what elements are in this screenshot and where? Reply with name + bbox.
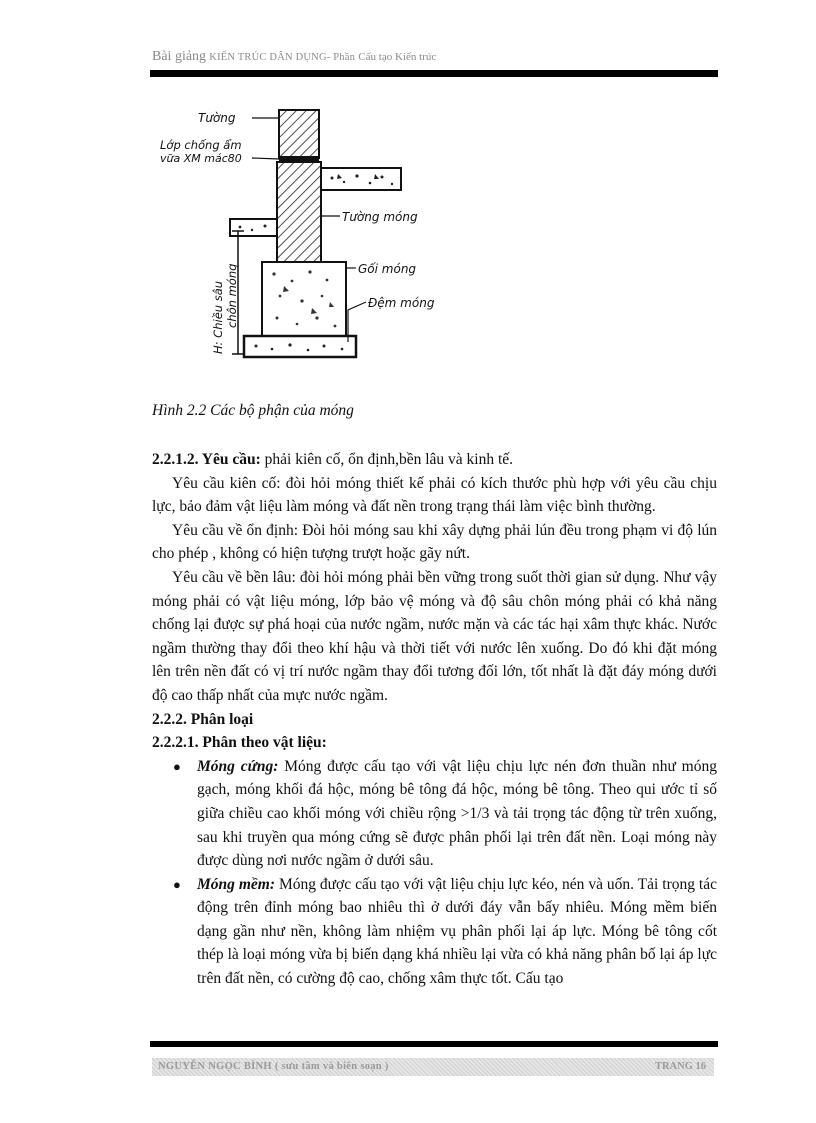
label-vua: vữa XM mác80 xyxy=(160,152,242,165)
cushion-layer xyxy=(244,336,356,357)
foundation-wall-shape xyxy=(277,162,321,262)
label-tuong-mong: Tường móng xyxy=(342,210,418,224)
footer-author: NGUYỄN NGỌC BÌNH ( sưu tầm và biên soạn ) xyxy=(158,1061,389,1072)
requirements-summary: phải kiên cố, ổn định,bền lâu và kinh tế. xyxy=(260,451,514,468)
running-header xyxy=(152,48,436,65)
page-number: TRANG 16 xyxy=(654,1061,706,1072)
page-footer xyxy=(152,1058,714,1076)
list-item xyxy=(152,755,717,873)
rigid-foundation-title: Móng cứng: xyxy=(197,757,279,775)
bullet-icon: ● xyxy=(173,758,181,774)
bullet-icon: ● xyxy=(173,876,181,892)
wall-shape xyxy=(279,110,319,158)
main-content xyxy=(152,448,717,991)
foundation-diagram xyxy=(152,96,455,399)
material-list xyxy=(152,755,717,991)
rigid-foundation-text: Móng được cấu tạo với vật liệu chịu lực nén đơn thuần như móng gạch, móng khối đá hộc, móng bê tông đá hộc, móng bê tông. Theo qui ước tỉ số giữa chiều cao khối móng với chiều rộng >1/3 và tải trọng tác động từ trên xuống, sau khi truyền qua móng cứng sẽ được phân phối lại trên đất nền. Loại móng này được dùng nơi nước ngầm ở dưới sâu. xyxy=(197,757,717,870)
paragraph-stability: Yêu cầu về ổn định: Đòi hỏi móng sau khi xây dựng phải lún đều trong phạm vi độ lún cho phép , không có hiện tượng trượt hoặc gãy nứt. xyxy=(152,521,717,563)
header-rule xyxy=(150,70,718,77)
heading-by-material: 2.2.2.1. Phân theo vật liệu: xyxy=(152,734,327,752)
heading-classification: 2.2.2. Phân loại xyxy=(152,710,254,728)
header-section: Cấu tạo Kiến trúc xyxy=(358,51,437,63)
label-dem-mong: Đệm móng xyxy=(368,296,435,310)
paragraph-sturdiness: Yêu cầu kiên cố: đòi hỏi móng thiết kế phải có kích thước phù hợp với yêu cầu chịu lực, bảo đảm vật liệu làm móng và đất nền trong trạng thái làm việc bình thường. xyxy=(152,474,717,516)
flexible-foundation-text: Móng được cấu tạo với vật liệu chịu lực kéo, nén và uốn. Tải trọng tác động trên đỉnh móng bao nhiêu thì ở dưới đáy vẫn bấy nhiêu. Móng mềm biến dạng gần như nền, không làm nhiệm vụ phân phối lại áp lực. Móng bê tông cốt thép là loại móng vừa bị biến dạng khá nhiều lại vừa có khả năng phân bố lại áp lực trên đất nền, có cường độ cao, chống xâm thực tốt. Cấu tạo xyxy=(197,875,717,988)
requirements-heading: 2.2.1.2. Yêu cầu: xyxy=(152,451,261,468)
ground-slab-left xyxy=(230,219,277,236)
list-item xyxy=(152,873,717,991)
flexible-foundation-title: Móng mềm: xyxy=(197,875,275,893)
label-lop-chong-am: Lớp chống ẩm xyxy=(160,138,242,152)
footer-rule xyxy=(150,1041,718,1047)
label-chieu-sau: H: Chiều sâu xyxy=(211,280,225,354)
label-goi-mong: Gối móng xyxy=(358,262,417,276)
paragraph-durability: Yêu cầu về bền lâu: đòi hỏi móng phải bền vững trong suốt thời gian sử dụng. Như vậy móng phải có vật liệu móng, lớp bảo vệ móng và độ sâu chôn móng phải có khả năng chống lại được sự phá hoại của nước ngầm, nước mặn và các tác hại xâm thực khác. Nước ngầm thường thay đổi theo khí hậu và thời tiết với nước lên xuống. Do đó khi đặt móng lên trên nền đất có vị trí nước ngầm thay đổi tương đối lớn, tốt nhất là đặt đáy móng dưới độ cao thấp nhất của mực nước ngầm. xyxy=(152,568,717,704)
leader-damp xyxy=(252,158,279,159)
header-course: Bài giảng xyxy=(152,49,207,64)
figure-caption: Hình 2.2 Các bộ phận của móng xyxy=(152,402,354,419)
foundation-figure xyxy=(152,96,455,399)
label-chon-mong: chôn móng xyxy=(225,263,239,328)
requirements-line xyxy=(152,448,717,472)
header-subject: KIẾN TRÚC DÂN DỤNG- Phần xyxy=(209,52,356,63)
label-tuong: Tường xyxy=(198,111,236,125)
